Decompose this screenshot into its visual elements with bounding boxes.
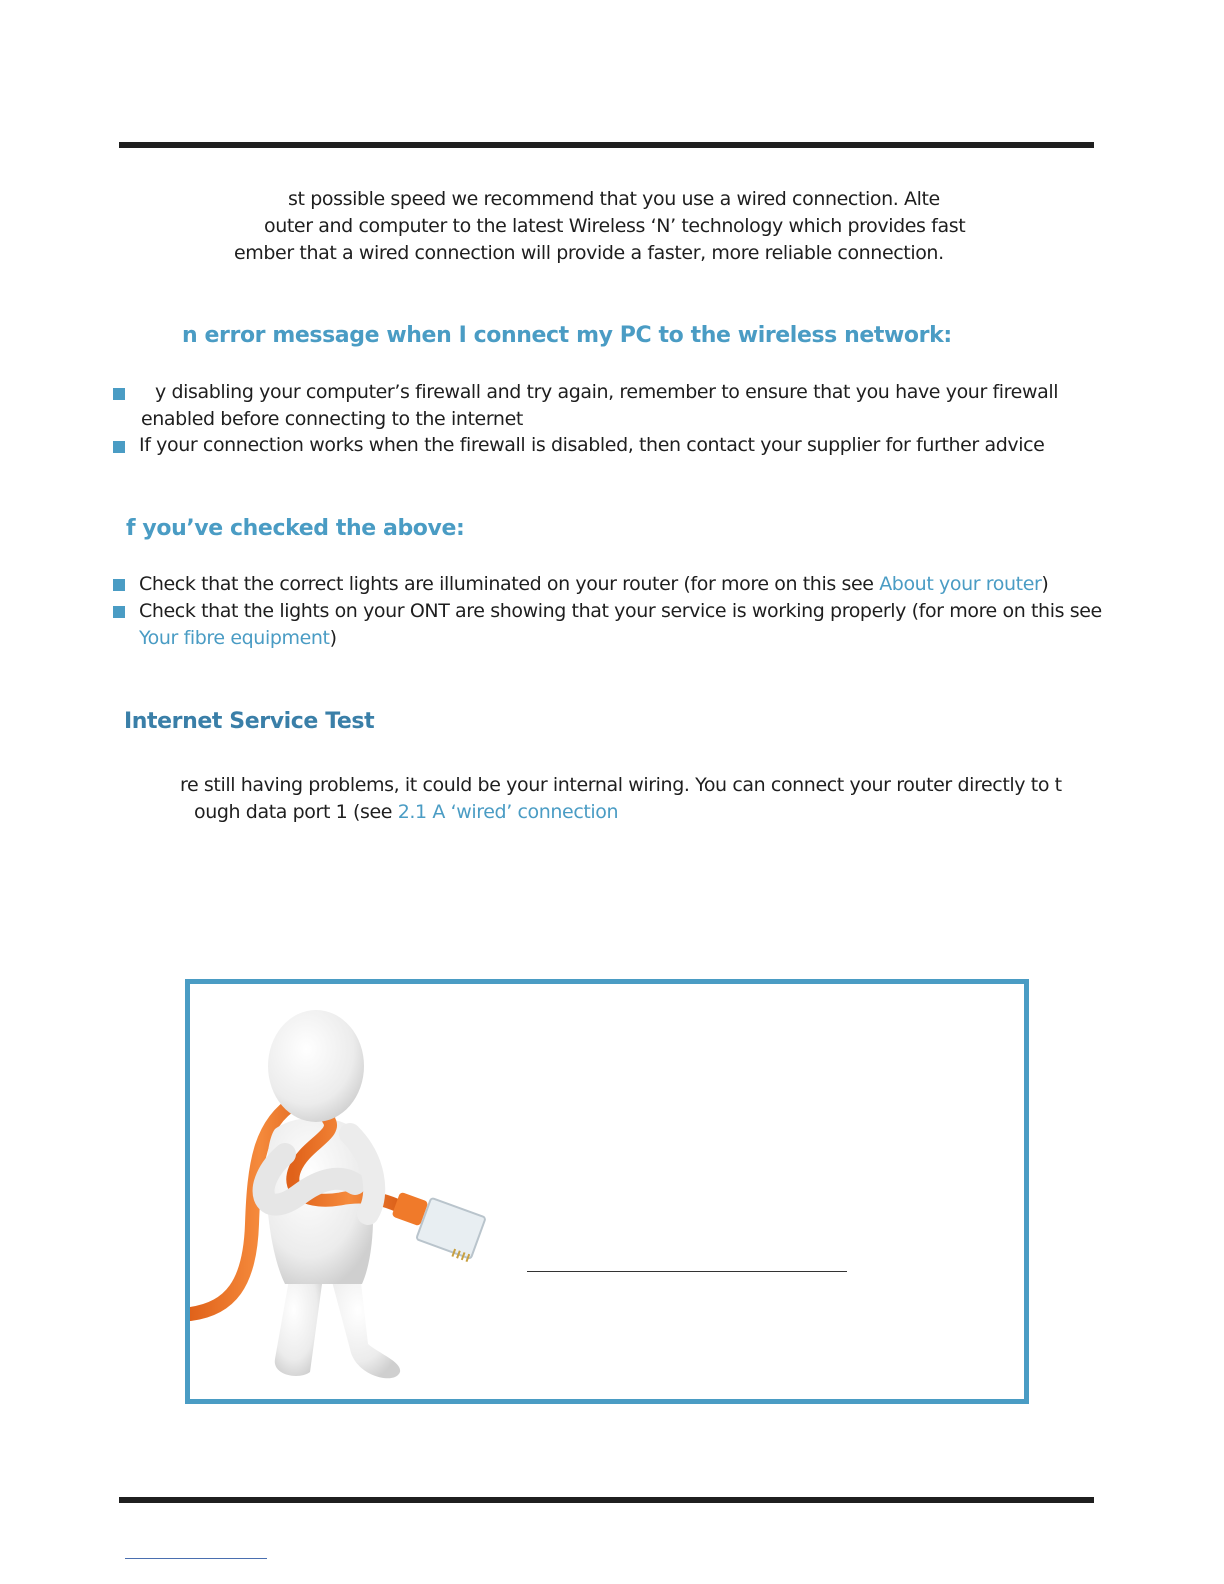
error-section-heading: n error message when I connect my PC to the wireless network: <box>182 323 952 348</box>
service-test-heading: Internet Service Test <box>124 709 375 734</box>
checked-bullet-1 <box>139 572 1048 596</box>
service-test-line-2 <box>194 800 618 824</box>
intro-line-3: ember that a wired connection will provide a faster, more reliable connection. <box>234 242 944 264</box>
bullet-square-icon <box>113 441 125 453</box>
bottom-rule <box>119 1497 1094 1503</box>
checked-bullet-2-close: ) <box>329 627 337 649</box>
wired-connection-link[interactable]: 2.1 A ‘wired’ connection <box>397 801 619 823</box>
top-rule <box>119 142 1094 148</box>
checked-bullet-1-text: Check that the correct lights are illuminated on your router (for more on this see <box>139 573 880 595</box>
checked-bullet-2-line-2 <box>139 626 337 650</box>
service-test-line-1: re still having problems, it could be your internal wiring. You can connect your router directly to t <box>180 774 1062 796</box>
checked-bullet-1-close: ) <box>1041 573 1049 595</box>
bullet-square-icon <box>113 388 125 400</box>
intro-line-2: outer and computer to the latest Wireless ‘N’ technology which provides fast <box>264 215 966 237</box>
error-bullet-1-line-2: enabled before connecting to the internet <box>141 408 523 430</box>
about-your-router-link[interactable]: About your router <box>879 573 1042 595</box>
bullet-square-icon <box>113 579 125 591</box>
service-test-line-2-text: ough data port 1 (see <box>194 801 398 823</box>
illustration-box <box>185 979 1029 1404</box>
your-fibre-equipment-link[interactable]: Your fibre equipment <box>139 627 330 649</box>
checked-section-heading: f you’ve checked the above: <box>126 516 465 541</box>
checked-bullet-2-line-1: Check that the lights on your ONT are showing that your service is working properly (for more on this see <box>139 600 1102 622</box>
error-bullet-2: If your connection works when the firewall is disabled, then contact your supplier for further advice <box>139 434 1045 456</box>
error-bullet-1-line-1: y disabling your computer’s firewall and try again, remember to ensure that you have your firewall <box>155 381 1059 403</box>
bullet-square-icon <box>113 606 125 618</box>
intro-line-1: st possible speed we recommend that you use a wired connection. Alte <box>288 188 940 210</box>
person-with-ethernet-cable-icon <box>190 984 1024 1399</box>
box-divider-line <box>527 1271 847 1272</box>
footnote-link-underline <box>125 1558 267 1559</box>
